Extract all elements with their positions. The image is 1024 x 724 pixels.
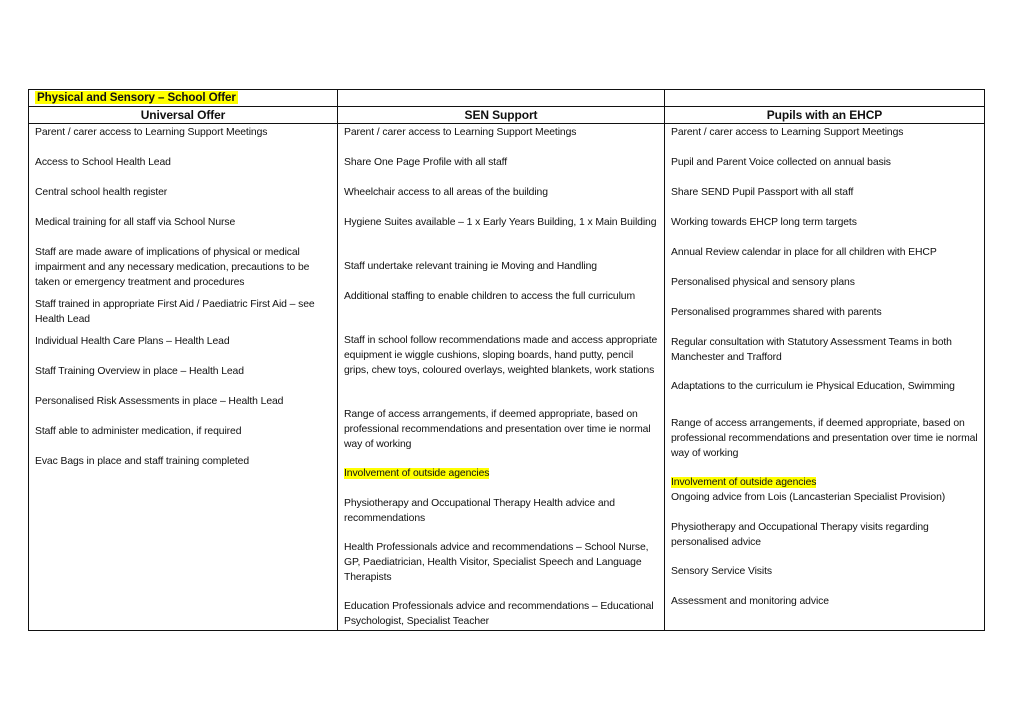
list-item: Range of access arrangements, if deemed appropriate, based on professional recommendations and presentation over time ie normal way of working	[344, 409, 651, 450]
list-item: Regular consultation with Statutory Assessment Teams in both Manchester and Trafford	[671, 337, 952, 363]
list-item: Wheelchair access to all areas of the building	[344, 187, 548, 198]
list-item: Share SEND Pupil Passport with all staff	[671, 187, 854, 198]
list-item: Central school health register	[35, 187, 168, 198]
list-item: Staff are made aware of implications of physical or medical impairment and any necessary medication, precautions to be taken or emergency treatment and procedures	[35, 247, 310, 288]
header-sen-support: SEN Support	[338, 107, 665, 124]
content-row	[29, 124, 985, 631]
document-title: Physical and Sensory – School Offer	[37, 91, 236, 104]
highlighted-text: Involvement of outside agencies	[671, 477, 817, 488]
list-item: Adaptations to the curriculum ie Physical Education, Swimming	[671, 381, 955, 392]
list-item: Individual Health Care Plans – Health Lead	[35, 336, 230, 347]
list-item-highlighted	[671, 476, 978, 491]
empty-header-cell	[338, 90, 665, 107]
header-universal-offer: Universal Offer	[29, 107, 338, 124]
list-item: Additional staffing to enable children to access the full curriculum	[344, 291, 636, 302]
list-item: Personalised programmes shared with parents	[671, 307, 882, 318]
list-item: Personalised Risk Assessments in place – Health Lead	[35, 396, 284, 407]
header-pupils-with-ehcp: Pupils with an EHCP	[665, 107, 985, 124]
list-item: Personalised physical and sensory plans	[671, 277, 855, 288]
ehcp-column	[665, 124, 985, 631]
list-item: Hygiene Suites available – 1 x Early Years Building, 1 x Main Building	[344, 217, 657, 228]
list-item: Parent / carer access to Learning Support Meetings	[344, 127, 577, 138]
title-cell	[29, 90, 338, 107]
list-item: Staff undertake relevant training ie Moving and Handling	[344, 261, 597, 272]
list-item: Working towards EHCP long term targets	[671, 217, 857, 228]
list-item: Medical training for all staff via School Nurse	[35, 217, 236, 228]
highlighted-text: Involvement of outside agencies	[344, 468, 490, 479]
list-item: Ongoing advice from Lois (Lancasterian Specialist Provision)	[671, 492, 946, 503]
list-item: Physiotherapy and Occupational Therapy visits regarding personalised advice	[671, 522, 929, 548]
list-item-highlighted	[344, 467, 658, 497]
list-item: Parent / carer access to Learning Support Meetings	[671, 127, 904, 138]
list-item: Annual Review calendar in place for all children with EHCP	[671, 247, 937, 258]
list-item: Staff in school follow recommendations made and access appropriate equipment ie wiggle cushions, sloping boards, hand putty, pencil grips, chew toys, coloured overlays, weighted blankets, work stations	[344, 335, 658, 376]
universal-offer-column	[29, 124, 338, 631]
list-item: Assessment and monitoring advice	[671, 596, 829, 607]
school-offer-table	[28, 89, 985, 631]
empty-header-cell	[665, 90, 985, 107]
list-item: Pupil and Parent Voice collected on annual basis	[671, 157, 891, 168]
list-item: Staff able to administer medication, if required	[35, 426, 242, 437]
column-header-row	[29, 107, 985, 124]
list-item: Staff trained in appropriate First Aid / Paediatric First Aid – see Health Lead	[35, 299, 315, 325]
list-item: Staff Training Overview in place – Health Lead	[35, 366, 244, 377]
list-item: Evac Bags in place and staff training completed	[35, 456, 250, 467]
list-item: Range of access arrangements, if deemed appropriate, based on professional recommendations and presentation over time ie normal way of working	[671, 418, 978, 459]
title-row	[29, 90, 985, 107]
list-item: Access to School Health Lead	[35, 157, 171, 168]
sen-support-column	[338, 124, 665, 631]
list-item: Parent / carer access to Learning Support Meetings	[35, 127, 268, 138]
list-item: Health Professionals advice and recommendations – School Nurse, GP, Paediatrician, Health Visitor, Specialist Speech and Language Therapists	[344, 542, 649, 583]
list-item: Sensory Service Visits	[671, 566, 772, 577]
list-item: Physiotherapy and Occupational Therapy Health advice and recommendations	[344, 498, 615, 524]
list-item: Share One Page Profile with all staff	[344, 157, 508, 168]
list-item: Education Professionals advice and recommendations – Educational Psychologist, Specialist Teacher	[344, 601, 654, 627]
